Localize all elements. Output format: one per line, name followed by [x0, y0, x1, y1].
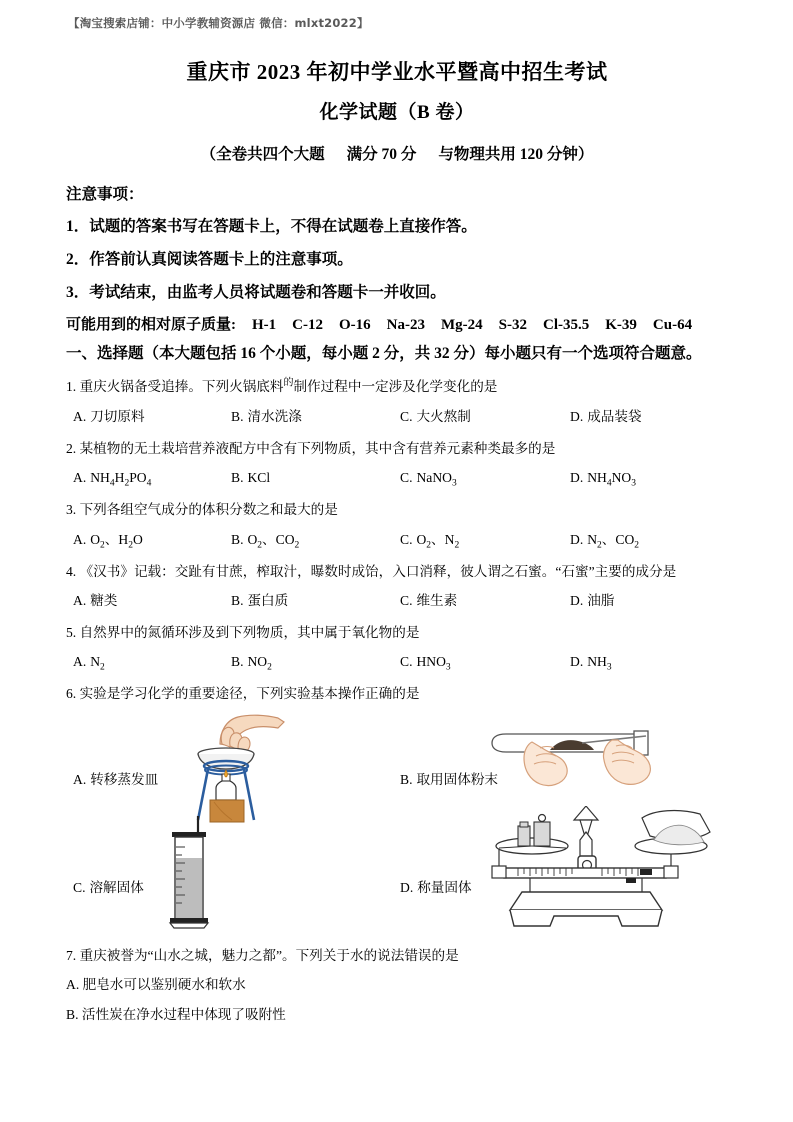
formula: $NH_4H_2PO_4$ — [90, 470, 152, 489]
relative-atomic-mass-line — [66, 314, 728, 337]
question-6-option-b[interactable]: B. 取用固体粉末 — [400, 771, 499, 787]
test-tube-powder-hands-icon — [486, 722, 686, 790]
question-5-option-a[interactable]: A. $N_2$ — [73, 654, 105, 674]
question-4-stem: 4. 《汉书》记载：交趾有甘蔗，榨取汁，曝数时成饴，入口消释，彼人谓之石蜜。“石蜜”主要的成分是 — [66, 563, 677, 579]
notice-heading: 注意事项： — [66, 185, 144, 203]
question-4-option-a[interactable]: A. 糖类 — [73, 592, 118, 608]
graduated-cylinder-stirring-rod-icon — [158, 814, 228, 930]
section-heading-multiple-choice: 一、选择题（本大题包括 16 个小题，每小题 2 分，共 32 分）每小题只有一个选项符合题意。 — [66, 344, 702, 362]
question-4-option-c[interactable]: C. 维生素 — [400, 592, 458, 608]
exam-info-duration: 与物理共用 120 分钟） — [438, 145, 594, 163]
exam-info-line — [66, 144, 728, 166]
formula: $N_2$ — [90, 654, 105, 674]
question-4-option-d[interactable]: D. 油脂 — [570, 592, 615, 608]
question-1-stem — [66, 377, 728, 397]
question-3-option-b[interactable]: B. $O_2$、$CO_2$ — [231, 531, 300, 551]
balance-scale-weights-icon — [474, 806, 724, 932]
question-2-options — [66, 468, 728, 490]
question-5-stem: 5. 自然界中的氮循环涉及到下列物质，其中属于氧化物的是 — [66, 624, 420, 640]
question-5-option-b[interactable]: B. $NO_2$ — [231, 654, 272, 674]
formula: $O_2$、$N_2$ — [416, 531, 460, 551]
formula: $N_2$、$CO_2$ — [587, 531, 640, 551]
atomic-mass-o: O-16 — [339, 317, 371, 334]
formula: KCl — [247, 470, 271, 486]
question-6-stem: 6. 实验是学习化学的重要途径，下列实验基本操作正确的是 — [66, 686, 420, 702]
question-3-options — [66, 530, 728, 552]
atomic-mass-prefix: 可能用到的相对原子质量: — [66, 317, 236, 334]
atomic-mass-c: C-12 — [292, 317, 323, 334]
question-6-option-d[interactable]: D. 称量固体 — [400, 879, 472, 895]
evaporating-dish-tripod-hand-icon — [162, 714, 292, 826]
notice-item-1: 1．试题的答案书写在答题卡上，不得在试题卷上直接作答。 — [66, 218, 477, 236]
question-1-stem-after: 制作过程中一定涉及化学变化的是 — [293, 379, 498, 395]
question-1-option-c[interactable]: C. 大火熬制 — [400, 408, 471, 424]
exam-info-score: 满分 70 分 — [346, 145, 417, 163]
exam-info-left: （全卷共四个大题 — [200, 145, 325, 163]
question-1-options — [66, 407, 728, 429]
question-5-options — [66, 652, 728, 674]
question-2-option-d[interactable]: D. $NH_4NO_3$ — [570, 470, 636, 489]
question-2-option-a[interactable]: A. $NH_4H_2PO_4$ — [73, 470, 152, 489]
question-1-option-a[interactable]: A. 刀切原料 — [73, 408, 145, 424]
question-6-option-a[interactable]: A. 转移蒸发皿 — [73, 771, 159, 787]
notice-item-2: 2．作答前认真阅读答题卡上的注意事项。 — [66, 251, 353, 269]
question-7-option-b[interactable]: B. 活性炭在净水过程中体现了吸附性 — [66, 1006, 286, 1022]
atomic-mass-s: S-32 — [498, 317, 527, 334]
atomic-mass-cu: Cu-64 — [652, 317, 693, 334]
question-3-option-a[interactable]: A. $O_2$、$H_2O$ — [73, 531, 143, 551]
formula: $NO_2$ — [247, 654, 272, 674]
question-2-stem: 2. 某植物的无土栽培营养液配方中含有下列物质，其中含有营养元素种类最多的是 — [66, 440, 556, 456]
question-2-option-b[interactable]: B. KCl — [231, 470, 271, 486]
question-1-option-b[interactable]: B. 清水洗涤 — [231, 408, 302, 424]
formula: $O_2$、$CO_2$ — [247, 531, 300, 551]
watermark-text: 【淘宝搜索店铺：中小学教辅资源店 微信：mlxt2022】 — [68, 16, 369, 30]
question-4-options — [66, 591, 728, 613]
question-2-option-c[interactable]: C. NaNO$_3$ — [400, 470, 457, 489]
question-1-option-d[interactable]: D. 成品装袋 — [570, 408, 642, 424]
notice-item-3: 3．考试结束，由监考人员将试题卷和答题卡一并收回。 — [66, 283, 446, 301]
question-7-option-a[interactable]: A. 肥皂水可以鉴别硬水和软水 — [66, 977, 246, 993]
atomic-mass-mg: Mg-24 — [441, 317, 483, 334]
atomic-mass-cl: Cl-35.5 — [543, 317, 590, 334]
formula: $NH_4NO_3$ — [587, 470, 636, 489]
formula: $HNO_3$ — [416, 654, 451, 674]
atomic-mass-k: K-39 — [605, 317, 637, 334]
page-title: 重庆市 2023 年初中学业水平暨高中招生考试 — [186, 60, 608, 84]
question-3-option-c[interactable]: C. $O_2$、$N_2$ — [400, 531, 460, 551]
question-5-option-d[interactable]: D. $NH_3$ — [570, 654, 612, 674]
question-1-stem-superscript: 的 — [283, 377, 294, 389]
question-4-option-b[interactable]: B. 蛋白质 — [231, 592, 289, 608]
question-3-stem: 3. 下列各组空气成分的体积分数之和最大的是 — [66, 502, 338, 518]
formula: $NH_3$ — [587, 654, 612, 674]
question-6-option-c[interactable]: C. 溶解固体 — [73, 879, 144, 895]
question-6-figure-options — [66, 714, 728, 932]
atomic-mass-h: H-1 — [252, 317, 277, 334]
question-5-option-c[interactable]: C. $HNO_3$ — [400, 654, 451, 674]
document-content — [66, 58, 728, 1034]
question-1-stem-before: 1. 重庆火锅备受追捧。下列火锅底料 — [66, 379, 284, 395]
formula: $O_2$、$H_2O$ — [90, 531, 143, 551]
atomic-mass-na: Na-23 — [386, 317, 425, 334]
page-subtitle: 化学试题（B 卷） — [319, 102, 475, 124]
question-3-option-d[interactable]: D. $N_2$、$CO_2$ — [570, 531, 640, 551]
question-7-stem: 7. 重庆被誉为“山水之城，魅力之都”。下列关于水的说法错误的是 — [66, 947, 459, 963]
formula: NaNO$_3$ — [416, 470, 457, 489]
